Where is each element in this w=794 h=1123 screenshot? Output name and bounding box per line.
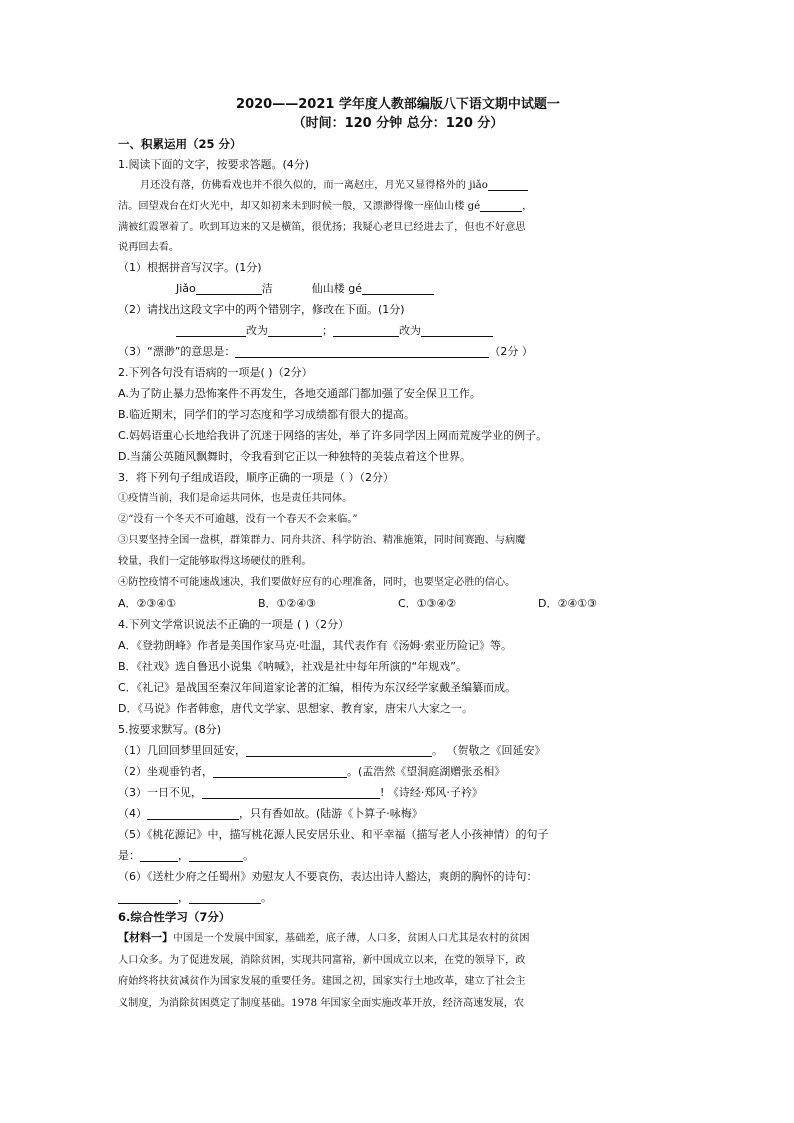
passage-line: 月还没有落，仿佛看戏也并不很久似的，而一离赵庄，月光又显得格外的 jiǎo xyxy=(140,180,488,191)
answer-blank[interactable] xyxy=(176,323,246,337)
line-text: ， xyxy=(178,849,189,862)
answer-blank[interactable] xyxy=(196,281,262,295)
q5-line-6: （6）《送杜少府之任蜀州》劝慰友人不要哀伤，表达出诗人豁达，爽朗的胸怀的诗句： xyxy=(118,870,538,883)
q2-option-d: D.当蒲公英随风飘舞时，令我看到它正以一种独特的美装点着这个世界。 xyxy=(118,450,471,463)
line-text: （1）几回回梦里回延安， xyxy=(118,744,246,757)
section-heading-6: 6.综合性学习（7分） xyxy=(118,910,231,924)
passage-line: 说再回去看。 xyxy=(118,242,180,253)
answer-blank[interactable] xyxy=(268,323,322,337)
q4-option-d: D．《马说》作者韩愈，唐代文学家、思想家、教育家，唐宋八大家之一。 xyxy=(118,702,473,715)
q5-line-4 xyxy=(118,803,678,824)
q3-sentence-3 xyxy=(118,530,678,572)
passage-line: 满被红霞罩着了。吹到耳边来的又是横笛，很优扬；我疑心老旦已经进去了，但也不好意思 xyxy=(118,222,526,233)
q3-sentence-4: ④防控疫情不可能速战速决，我们要做好应有的心理准备，同时，也要坚定必胜的信心。 xyxy=(118,577,516,588)
char-label: 洁 xyxy=(261,282,273,295)
q5-line-2 xyxy=(118,761,678,782)
q1-sub1-answers xyxy=(118,278,678,299)
line-text: 。 xyxy=(243,849,254,862)
q4-option-a: A．《登勃朗峰》作者是美国作家马克·吐温，其代表作有《汤姆·索亚历险记》等。 xyxy=(118,639,513,652)
q3-stem: 3．将下列句子组成语段，顺序正确的一项是（ ）（2分） xyxy=(118,471,394,484)
pinyin-ge: 仙山楼 gé xyxy=(311,282,363,295)
answer-blank[interactable] xyxy=(421,323,493,337)
sentence-line: ③只要坚持全国一盘棋，群策群力、同舟共济、科学防治、精准施策，同时间赛跑、与病魔 xyxy=(118,535,526,546)
page-title: 2020——2021 学年度人教部编版八下语文期中试题一 xyxy=(236,97,560,112)
q5-line-1 xyxy=(118,740,678,761)
separator: ； xyxy=(322,324,333,337)
line-text: 。 xyxy=(261,891,272,904)
material-line: 人口众多。为了促进发展，消除贫困，实现共同富裕，新中国成立以来，在党的领导下，政 xyxy=(118,954,526,966)
q5-stem: 5.按要求默写。(8分) xyxy=(118,723,222,736)
line-text: ! 《诗经·郑风·子衿》 xyxy=(380,786,483,799)
answer-blank[interactable] xyxy=(213,764,347,778)
q5-line-3 xyxy=(118,782,678,803)
line-text: （2）坐观垂钓者， xyxy=(118,765,213,778)
q1-sub2: （2）请找出这段文字中的两个错别字，修改在下面。(1分) xyxy=(118,303,405,316)
q1-sub3 xyxy=(118,341,678,362)
q4-option-c: C．《礼记》是战国至秦汉年间道家论著的汇编，相传为东汉经学家戴圣编纂而成。 xyxy=(118,681,517,694)
answer-blank[interactable] xyxy=(333,323,399,337)
q1-stem: 1.阅读下面的文字，按要求答题。(4分) xyxy=(118,158,310,171)
q1-sub1: （1）根据拼音写汉字。(1分) xyxy=(118,261,262,274)
q3-sentence-2: ②“没有一个冬天不可逾越，没有一个春天不会来临。” xyxy=(118,514,358,525)
q3-options xyxy=(118,593,678,614)
material-line: 府始终将扶贫减贫作为国家发展的重要任务。建国之初，国家实行土地改革，建立了社会主 xyxy=(118,976,526,987)
change-label: 改为 xyxy=(399,324,421,337)
q5-line-5b xyxy=(118,845,678,866)
score-label: （2分 ） xyxy=(489,345,533,358)
answer-blank[interactable] xyxy=(246,743,432,757)
answer-blank[interactable] xyxy=(235,344,489,358)
q2-stem: 2.下列各句没有语病的一项是( )（2分） xyxy=(118,366,313,379)
q1-sub2-answers xyxy=(118,320,678,341)
sub3-label: （3）“漂渺”的意思是： xyxy=(118,345,236,358)
material-one xyxy=(118,927,678,1014)
exam-page xyxy=(118,96,678,1014)
jiao-blank[interactable] xyxy=(488,177,528,191)
q3-option-a: A．②③④① xyxy=(118,597,176,610)
q1-passage: 月还没有落，仿佛看戏也并不很久似的，而一离赵庄，月光又显得格外的 jiǎo 洁。回望戏台在灯火光中，却又如初来未到时候一般，又漂渺得像一座仙山楼 gé ， 满被红霞罩着了。吹到耳边来的又是横笛，很优扬；我疑心老旦已经进去了，但也不好意思 xyxy=(118,175,678,238)
q3-option-d: D．②④①③ xyxy=(538,597,597,610)
answer-blank[interactable] xyxy=(189,890,261,904)
line-text: （3）一日不见， xyxy=(118,786,202,799)
exam-info: （时间：120 分钟 总分：120 分） xyxy=(292,116,504,131)
answer-blank[interactable] xyxy=(362,281,434,295)
line-text: 。(孟浩然《望洞庭湖赠张丞相》 xyxy=(347,765,506,778)
line-text: ，只有香如故。(陆游《卜算子·咏梅》 xyxy=(239,807,423,820)
material-label: 【材料一】 xyxy=(118,931,173,944)
material-line: 中国是一个发展中国家，基础差，底子薄，人口多，贫困人口尤其是农村的贫困 xyxy=(173,933,530,944)
q2-option-a: A.为了防止暴力恐怖案件不再发生，各地交通部门都加强了安全保卫工作。 xyxy=(118,387,481,400)
q4-stem: 4.下列文学常识说法不正确的一项是 ( )（2分） xyxy=(118,618,350,631)
q2-option-c: C.妈妈语重心长地给我讲了沉迷于网络的害处，举了许多同学因上网而荒废学业的例子。 xyxy=(118,429,548,442)
ge-blank[interactable] xyxy=(480,198,522,212)
q3-sentence-1: ①疫情当前，我们是命运共同体，也是责任共同体。 xyxy=(118,493,353,504)
q3-option-b: B．①②④③ xyxy=(258,597,316,610)
section-heading-1: 一、积累运用（25 分） xyxy=(118,137,242,151)
q4-option-b: B．《社戏》选自鲁迅小说集《呐喊》，社戏是社中每年所演的“年规戏”。 xyxy=(118,660,467,673)
line-text: 。 （贺敬之《回延安》 xyxy=(432,744,546,757)
q3-option-c: C．①③④② xyxy=(398,597,457,610)
line-text: 是： xyxy=(118,849,140,862)
q2-option-b: B.临近期末，同学们的学习态度和学习成绩都有很大的提高。 xyxy=(118,408,416,421)
answer-blank[interactable] xyxy=(147,806,239,820)
sentence-line: 较量，我们一定能够取得这场硬仗的胜利。 xyxy=(118,556,312,567)
answer-blank[interactable] xyxy=(118,890,178,904)
q5-line-5: （5）《桃花源记》中，描写桃花源人民安居乐业、和平幸福（描写老人小孩神情）的句子 xyxy=(118,828,549,841)
material-line: 义制度，为消除贫困奠定了制度基础。1978 年国家全面实施改革开放，经济高速发展，农 xyxy=(118,997,525,1009)
line-text: （4） xyxy=(118,807,147,820)
q5-line-6b xyxy=(118,887,678,908)
change-label: 改为 xyxy=(246,324,268,337)
line-text: ， xyxy=(178,891,189,904)
pinyin-jiao: Jiǎo xyxy=(176,282,196,295)
passage-line: 洁。回望戏台在灯火光中，却又如初来未到时候一般，又漂渺得像一座仙山楼 gé xyxy=(118,201,481,212)
answer-blank[interactable] xyxy=(189,848,243,862)
answer-blank[interactable] xyxy=(140,848,178,862)
answer-blank[interactable] xyxy=(202,785,380,799)
